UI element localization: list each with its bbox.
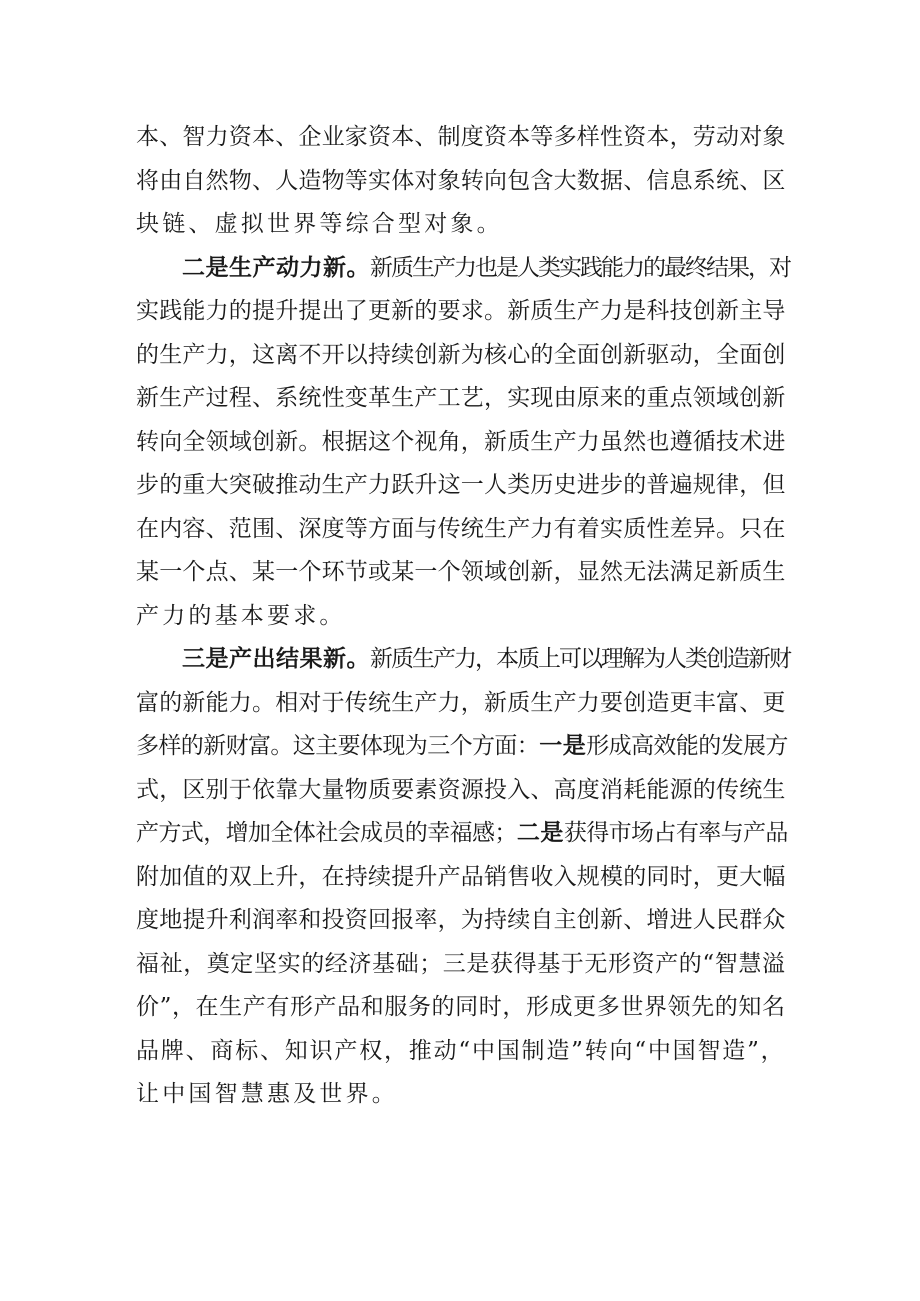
- paragraph-2: [136, 247, 788, 639]
- text-line: [136, 638, 788, 682]
- text-line: 本、智力资本、企业家资本、制度资本等多样性资本，劳动对象: [136, 124, 786, 150]
- text-line: 附加值的双上升，在持续提升产品销售收入规模的同时，更大幅: [136, 863, 786, 890]
- emphasis-text: 二是: [516, 820, 564, 846]
- text-run: 新质生产力也是人类实践能力的最终结果，对: [370, 254, 790, 281]
- text-line: 产力的基本要求。: [136, 602, 346, 629]
- text-line: 的生产力，这离不开以持续创新为核心的全面创新驱动，全面创: [136, 341, 786, 368]
- text-run: 产方式，增加全体社会成员的幸福感；: [136, 820, 517, 846]
- text-run: 新质生产力，本质上可以理解为人类创造新财: [370, 646, 790, 672]
- text-line: 新生产过程、系统性变革生产工艺，实现由原来的重点领域创新: [136, 385, 786, 411]
- paragraph-3: [136, 638, 788, 1117]
- text-line: 实践能力的提升提出了更新的要求。新质生产力是科技创新主导: [136, 298, 786, 324]
- text-line: [136, 812, 788, 856]
- text-run: 获得市场占有率与产品: [563, 820, 788, 846]
- body-text: [136, 116, 788, 1117]
- text-line: 让中国智慧惠及世界。: [136, 1081, 398, 1107]
- emphasis-text: 一是: [539, 733, 587, 759]
- text-line: 在内容、范围、深度等方面与传统生产力有着实质性差异。只在: [136, 515, 786, 542]
- text-run: 多样的新财富。这主要体现为三个方面：: [136, 733, 540, 759]
- text-line: 品牌、商标、知识产权，推动“中国制造”转向“中国智造”，: [136, 1037, 786, 1064]
- text-line: 块链、虚拟世界等综合型对象。: [136, 211, 503, 237]
- text-line: 步的重大突破推动生产力跃升这一人类历史进步的普遍规律，但: [136, 472, 786, 498]
- text-line: 福祉，奠定坚实的经济基础；三是获得基于无形资产的“智慧溢: [136, 950, 786, 977]
- paragraph-heading: 二是生产动力新。: [182, 254, 370, 281]
- paragraph-heading: 三是产出结果新。: [182, 646, 370, 672]
- paragraph-1: [136, 116, 788, 247]
- text-line: 转向全领域创新。根据这个视角，新质生产力虽然也遵循技术进: [136, 428, 786, 455]
- text-line: 价”，在生产有形产品和服务的同时，形成更多世界领先的知名: [136, 994, 786, 1020]
- text-line: 某一个点、某一个环节或某一个领域创新，显然无法满足新质生: [136, 559, 786, 585]
- text-line: 式，区别于依靠大量物质要素资源投入、高度消耗能源的传统生: [136, 776, 786, 803]
- text-line: [136, 247, 788, 291]
- text-line: 富的新能力。相对于传统生产力，新质生产力要创造更丰富、更: [136, 689, 786, 716]
- text-line: 度地提升利润率和投资回报率，为持续自主创新、增进人民群众: [136, 907, 786, 933]
- text-run: 形成高效能的发展方: [586, 733, 788, 759]
- text-line: [136, 725, 788, 769]
- text-line: 将由自然物、人造物等实体对象转向包含大数据、信息系统、区: [136, 167, 786, 194]
